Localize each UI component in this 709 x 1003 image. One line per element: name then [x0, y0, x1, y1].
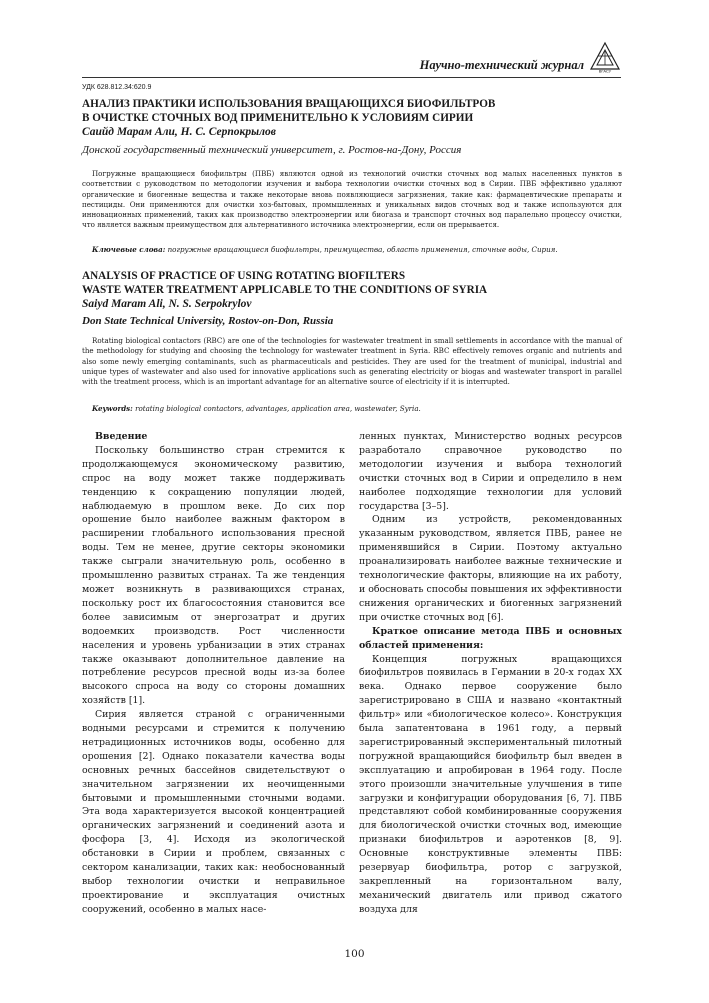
abstract-en: Rotating biological contactors (RBC) are one of the technologies for wastewater treatment in small settlements in accordance with the manual of the methodology for studying and choosing the technology for wastewater treatment in Syria. RBC effectively removes organic and nutrients and also some newly emerging contaminants, such as pharmaceuticals and pesticides. They are used for the treatment of municipal, industrial and unique types of wastewater and also used for innovative applications such as generating electricity or biogas and wastewater transport in parallel with the treatment process, which is an important advantage for an alternative source of electricity if it is interrupted.: [82, 336, 622, 387]
paragraph: ленных пунктах, Министерство водных ресурсов разработало справочное руководство по методологии изучения и выбора технологий очистки сточных вод в Сирии и определило в нем наиболее подходящие технологии для условий государства [3–5].: [359, 431, 622, 512]
title-en-line1: ANALYSIS OF PRACTICE OF USING ROTATING BIOFILTERS: [82, 270, 406, 282]
keywords-ru: [92, 245, 622, 254]
journal-title: Научно-технический журнал: [419, 58, 584, 72]
body-column-left: [82, 430, 345, 917]
paragraph: Одним из устройств, рекомендованных указанным руководством, является ПВБ, ранее не применявшийся в Сирии. Поэтому актуально проанализировать наиболее важные технические и технологические факторы, влияющие на их работу, и обосновать способы повышения их эффективности снижения органических и биогенных загрязнений при очистке сточных вод [6].: [359, 514, 622, 623]
authors-en: Saiyd Maram Ali, N. S. Serpokrylov: [82, 298, 252, 310]
method-heading: Краткое описание метода ПВБ и основных областей применения:: [359, 625, 622, 651]
title-en-line2: WASTE WATER TREATMENT APPLICABLE TO THE CONDITIONS OF SYRIA: [82, 284, 488, 296]
paragraph: Сирия является страной с ограниченными водными ресурсами и стремится к получению нетрадиционных источников воды, особенно для орошения [2]. Однако показатели качества воды основных речных бассейнов свидетельствуют о значительном загрязнении их неочищенными бытовыми и промышленными сточными водами. Эта вода характеризуется высокой концентрацией органических загрязнений и соединений азота и фосфора [3, 4]. Исходя из экологической обстановки в Сирии и проблем, связанных с сектором канализации, таких как: необоснованный выбор технологии очистки и неправильное проектирование и эксплуатация очистных сооружений, особенно в малых насе-: [82, 709, 345, 915]
authors-ru: Саийд Марам Али, Н. С. Серпокрылов: [82, 126, 276, 138]
page-number: 100: [344, 948, 365, 960]
keywords-ru-label: Ключевые слова:: [92, 245, 166, 254]
keywords-en-label: Keywords:: [92, 404, 133, 413]
abstract-ru: Погружные вращающиеся биофильтры (ПВБ) являются одной из технологий очистки сточных вод малых населенных пунктов в соответствии с руководством по методологии изучения и выбора технологии очистки сточных вод в Сирии. ПВБ эффективно удаляют органические и биогенные вещества и также некоторые вновь появляющиеся загрязнения, такие как: фармацевтические препараты и пестициды. Они применяются для очистки хоз-бытовых, промышленных и уникальных видов сточных вод и также используются для инновационных применений, таких как производство электроэнергии или биогаза и транспорт сточных вод паралельно процессу очистки, что является важным преимуществом для альтернативного источника электроэнергии, если он прерывается.: [82, 169, 622, 230]
title-ru-line1: АНАЛИЗ ПРАКТИКИ ИСПОЛЬЗОВАНИЯ ВРАЩАЮЩИХСЯ БИОФИЛЬТРОВ: [82, 98, 496, 110]
keywords-ru-text: погружные вращающиеся биофильтры, преимущества, область применения, сточные воды, Сирия.: [167, 245, 558, 254]
udk-code: УДК 628.812.34:620.9: [82, 84, 152, 91]
body-column-right: [359, 430, 622, 917]
journal-logo-icon: [589, 41, 621, 73]
affiliation-en: Don State Technical University, Rostov-on-Don, Russia: [82, 315, 334, 327]
intro-heading: Введение: [95, 431, 148, 442]
paragraph: Поскольку большинство стран стремится к продолжающемуся экономическому развитию, спрос на воду может также поддерживать тенденцию к сокращению популяции людей, наблюдаемую в прошлом веке. До сих пор орошение было наиболее важным фактором в расширении глобального использования пресной воды. Тем не менее, другие секторы экономики также сыграли значительную роль, особенно в промышленно развитых странах. Та же тенденция может возникнуть в развивающихся странах, поскольку рост их благосостояния становится все более зависимым от энергозатрат и других водоемких производств. Рост численности населения и уровень урбанизации в этих странах также оказывают дополнительное давление на потребление ресурсов пресной воды из-за более высокого спроса на воду со стороны домашних хозяйств [1].: [82, 444, 345, 707]
title-ru-line2: В ОЧИСТКЕ СТОЧНЫХ ВОД ПРИМЕНИТЕЛЬНО К УСЛОВИЯМ СИРИИ: [82, 112, 474, 124]
header-rule: [82, 77, 621, 78]
keywords-en-text: rotating biological contactors, advantages, application area, wastewater, Syria.: [135, 404, 421, 413]
affiliation-ru: Донской государственный технический университет, г. Ростов-на-Дону, Россия: [82, 144, 462, 156]
logo-text: ВГАСУ: [598, 68, 612, 73]
paragraph: Концепция погружных вращающихся биофильтров появилась в Германии в 20-х годах XX века. Однако первое сооружение было зарегистрировано в США и названо «контактный фильтр» или «биологическое колесо». Конструкция была запатентована в 1961 году, а первый зарегистрированный экспериментальный пилотный погружной вращающийся биофильтр был введен в эксплуатацию и апробирован в 1964 году. После этого произошли значительные улучшения в типе загрузки и конфигурации оборудования [6, 7]. ПВБ представляют собой комбинированные сооружения для биологической очистки сточных вод, имеющие признаки биофильтров и аэротенков [8, 9]. Основные конструктивные элементы ПВБ: резервуар биофильтра, ротор с загрузкой, закрепленный на горизонтальном валу, механический двигатель или привод сжатого воздуха для: [359, 653, 622, 915]
keywords-en: [92, 404, 622, 413]
